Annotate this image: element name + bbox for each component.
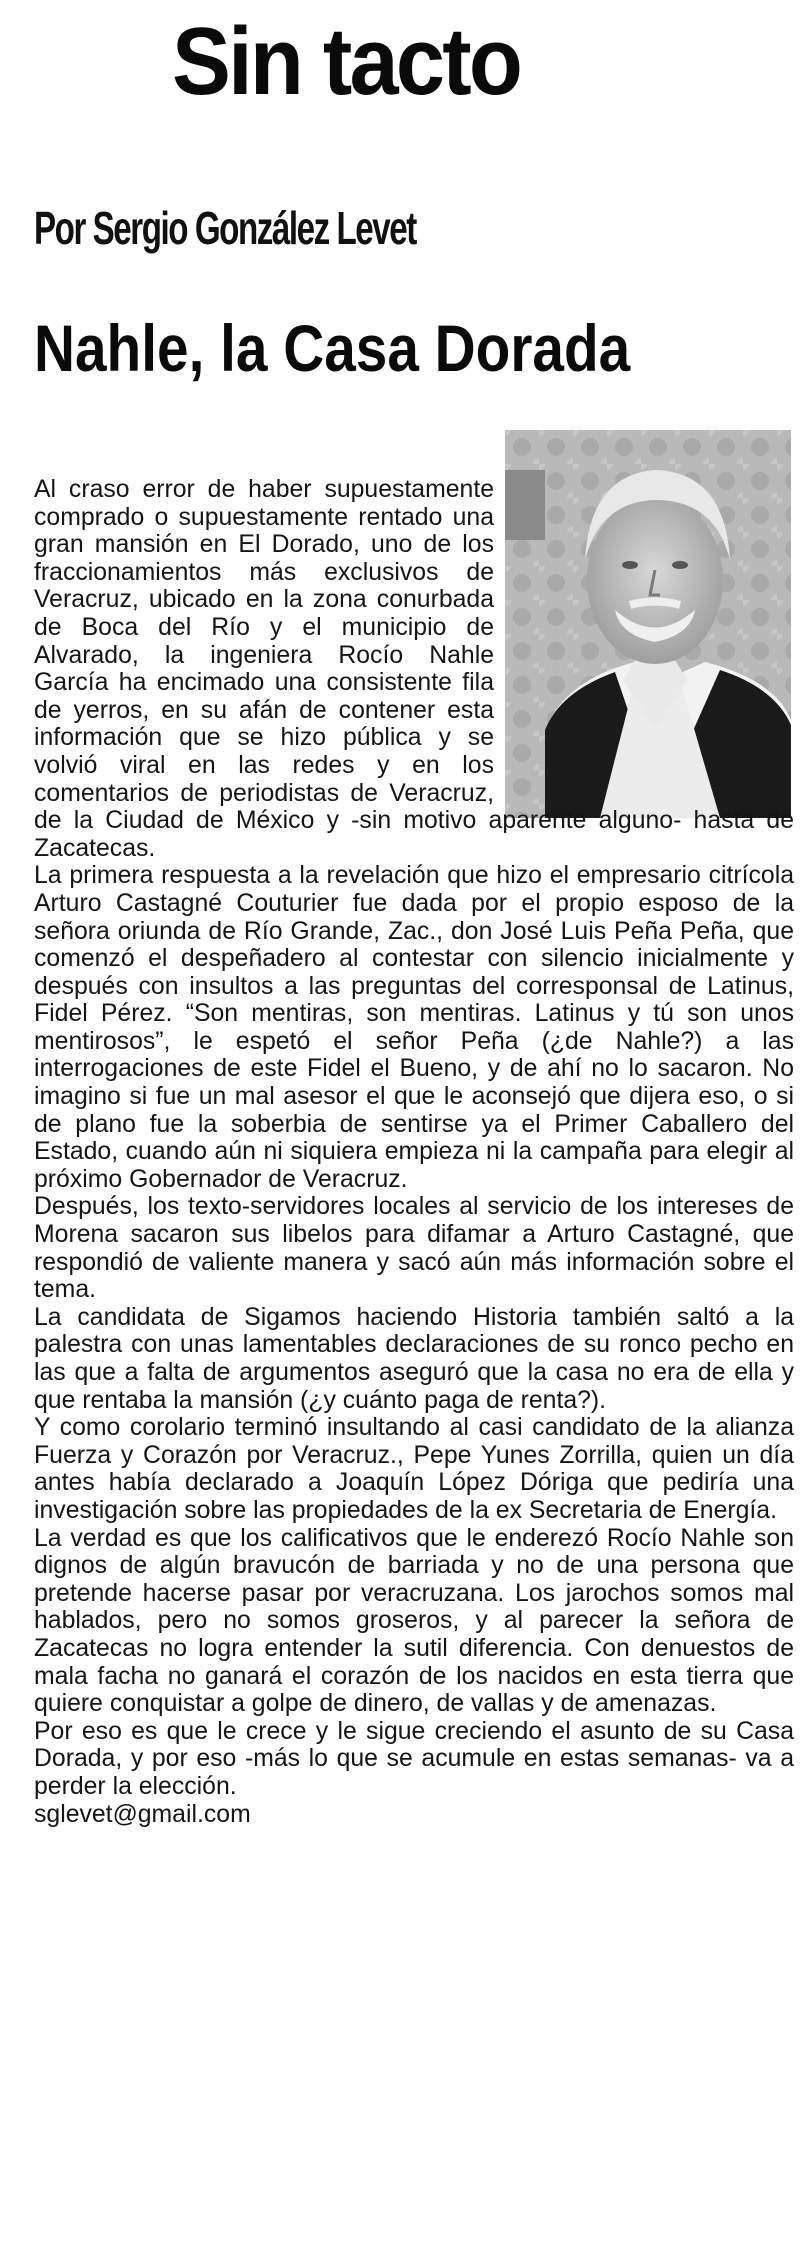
headline: Nahle, la Casa Dorada [34,311,631,385]
author-email[interactable]: sglevet@gmail.com [34,1800,251,1828]
byline: Por Sergio González Levet [34,202,416,254]
paragraph: La primera respuesta a la revelación que hizo el empresario citrícola Arturo Castagné Couturier fue dada por el propio esposo de la señora oriunda de Río Grande, Zac., don José Luis Peña Peña, que comenzó el despeñadero al contestar con silencio inicialmente y después con insultos a las preguntas del corresponsal de Latinus, Fidel Pérez. “Son mentiras, son mentiras. Latinus y tú son unos mentirosos”, le espetó el señor Peña (¿de Nahle?) a las interrogaciones de este Fidel el Bueno, y de ahí no lo sacaron. No imagino si fue un mal asesor el que le aconsejó que dijera eso, o si de plano fue la soberbia de sentirse ya el Primer Caballero del Estado, cuando aún ni siquiera empieza ni la campaña para elegir al próximo Gobernador de Veracruz. [34,862,794,1193]
paragraph: La candidata de Sigamos haciendo Historia también saltó a la palestra con unas lamentables declaraciones de su ronco pecho en las que a falta de argumentos aseguró que la casa no era de ella y que rentaba la mansión (¿y cuánto paga de renta?). [34,1303,794,1414]
paragraph: La verdad es que los calificativos que le enderezó Rocío Nahle son dignos de algún bravucón de barriada y no de una persona que pretende hacerse pasar por veracruzana. Los jarochos somos mal hablados, pero no somos groseros, y al parecer la señora de Zacatecas no logra entender la sutil diferencia. Con denuestos de mala facha no ganará el corazón de los nacidos en esta tierra que quiere conquistar a golpe de dinero, de vallas y de amenazas. [34,1524,794,1718]
paragraph: Por eso es que le crece y le sigue creciendo el asunto de su Casa Dorada, y por eso -más lo que se acumule en estas semanas- va a perder la elección. [34,1717,794,1800]
paragraph: Al craso error de haber supuestamente comprado o supuestamente rentado una gran mansión en El Dorado, uno de los fraccionamientos más exclusivos de Veracruz, ubicado en la zona conurbada de Boca del Río y el municipio de Alvarado, la ingeniera Rocío Nahle García ha encimado una consistente fila de yerros, en su afán de contener esta información que se hizo pública y se volvió viral en las redes y en los comentarios de periodistas de Veracruz, de la Ciudad de México y -sin motivo aparente alguno- hasta de Zacatecas. [34,476,794,862]
column-title: Sin tacto [172,8,521,115]
paragraph: Y como corolario terminó insultando al casi candidato de la alianza Fuerza y Corazón por Veracruz., Pepe Yunes Zorrilla, quien un día antes había declarado a Joaquín López Dóriga que pediría una investigación sobre las propiedades de la ex Secretaria de Energía. [34,1414,794,1524]
paragraph: Después, los texto-servidores locales al servicio de los intereses de Morena sacaron sus libelos para difamar a Arturo Castagné, que respondió de valiente manera y sacó aún más información sobre el tema. [34,1193,794,1304]
article-body [34,476,794,1828]
